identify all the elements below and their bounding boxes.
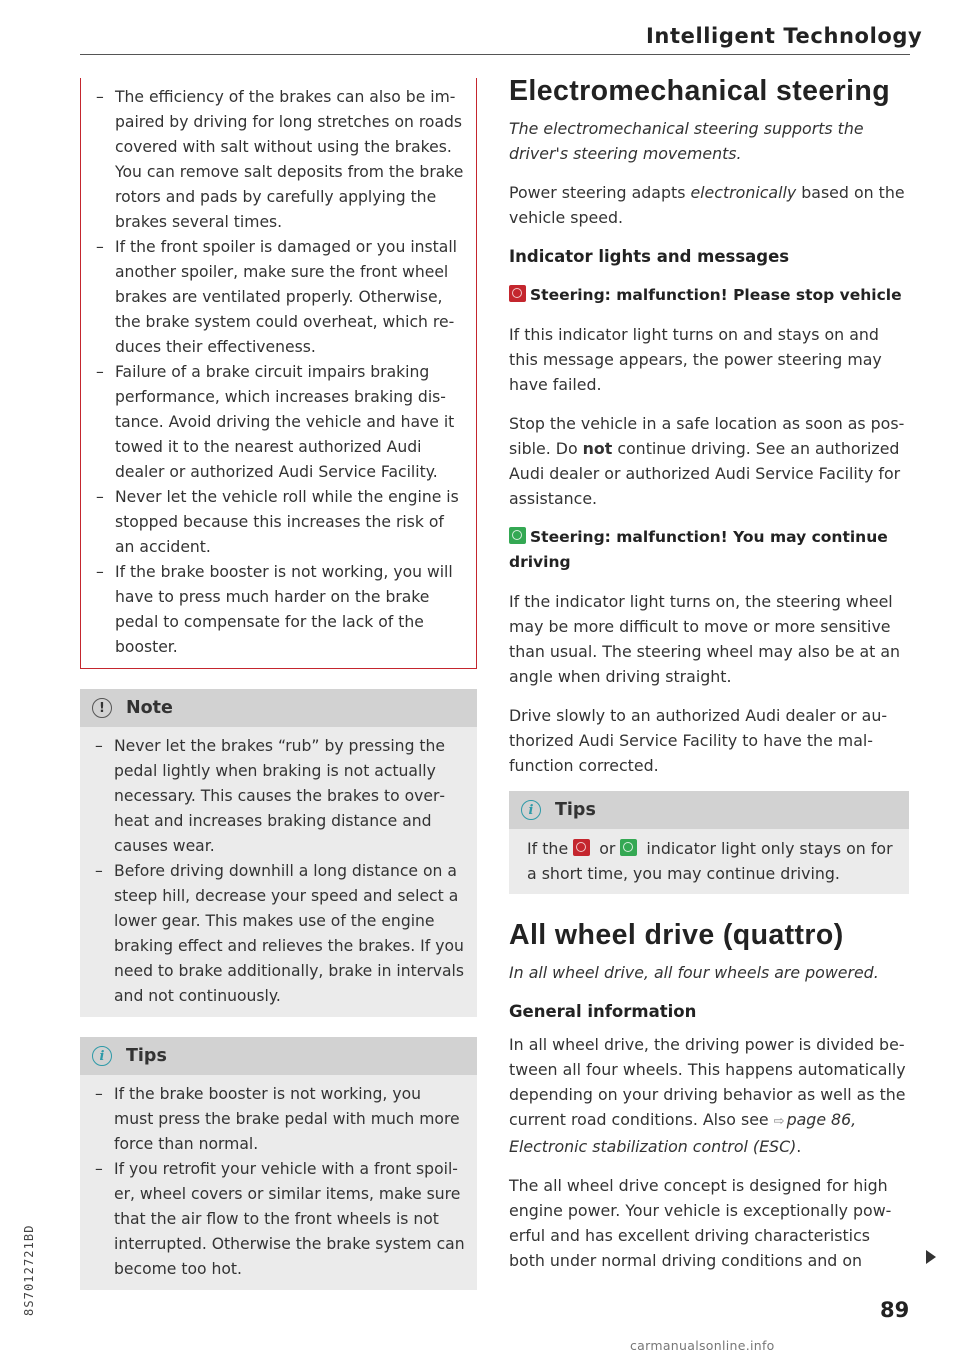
tips-list [92, 1082, 465, 1282]
tips-item: – If you retrofit your vehicle with a front spoiler, wheel covers or similar items, make sure that the air flow to the front wheels is not interrupted. Otherwise the brake system can become too hot. [92, 1157, 465, 1282]
indicator-heading: Indicator lights and messages [509, 247, 790, 266]
tips-title-right: Tips [555, 800, 596, 820]
page-reference-link[interactable]: page 86, Electronic stabilization control (ESC) [509, 1110, 857, 1156]
exclamation-circle-icon: ! [92, 698, 112, 718]
steering-warning-yellow-icon [620, 839, 637, 856]
note-title: Note [126, 698, 173, 718]
watermark: carmanualsonline.info [630, 1338, 775, 1353]
warning-item: – Never let the vehicle roll while the engine is stopped because this increases the risk of an accident. [93, 485, 464, 560]
steering-warning-red-icon [573, 839, 590, 856]
right-column [509, 76, 909, 1273]
tips-header-right [509, 791, 909, 829]
steering-paragraph: Power steering adapts electronically based on the vehicle speed. [509, 183, 905, 227]
awd-subheading: General information [509, 1002, 697, 1021]
note-item: – Before driving downhill a long distance on a steep hill, decrease your speed and select a lower gear. This makes use of the engine braking effect and relieves the brakes. If you need to brake additionally, brake in intervals and not continuously. [92, 859, 465, 1009]
left-column [80, 78, 477, 1290]
warning-item: – If the brake booster is not working, you will have to press much harder on the brake pedal to compensate for the lack of the booster. [93, 560, 464, 660]
info-circle-icon: i [521, 800, 541, 820]
info-circle-icon: i [92, 1046, 112, 1066]
message-red-text: If this indicator light turns on and stays on and this message appears, the power steering may have failed. [509, 325, 882, 394]
tips-text-right: If the or indicator light only stays on for a short time, you may continue driving. [527, 839, 893, 883]
awd-paragraph-1: In all wheel drive, the driving power is divided between all four wheels. This happens automatically depending on your driving behavior as well as the current road conditions. Also see ⇨ page 86, Electronic stabilization control (ESC). [509, 1035, 906, 1156]
warning-item: – If the front spoiler is damaged or you install another spoiler, make sure the front wheel brakes are ventilated properly. Otherwise, the brake system could overheat, which reduces their effectiveness. [93, 235, 464, 360]
warning-item: – The efficiency of the brakes can also be impaired by driving for long stretches on roads covered with salt without using the brakes. You can remove salt deposits from the brake rotors and pads by carefully applying the brakes several times. [93, 85, 464, 235]
note-list [92, 734, 465, 1009]
warning-list [93, 85, 464, 660]
warning-box-continued [80, 78, 477, 669]
tips-header [80, 1037, 477, 1075]
header-rule [80, 54, 910, 55]
page-number: 89 [880, 1298, 910, 1322]
steering-intro: The electromechanical steering supports the driver's steering movements. [509, 119, 864, 163]
section-title-awd: All wheel drive (quattro) [509, 919, 844, 951]
tips-box-left [80, 1037, 477, 1290]
message-red-action: Stop the vehicle in a safe location as soon as possible. Do not continue driving. See an authorized Audi dealer or authorized Audi Service Facility for assistance. [509, 414, 905, 508]
message-yellow-action: Drive slowly to an authorized Audi dealer or authorized Audi Service Facility to have the malfunction corrected. [509, 706, 888, 775]
note-header [80, 689, 477, 727]
steering-warning-yellow-icon [509, 527, 526, 544]
continue-arrow-icon [926, 1250, 936, 1264]
tips-box-right [509, 791, 909, 894]
section-title-steering: Electromechanical steering [509, 75, 891, 107]
warning-item: – Failure of a brake circuit impairs braking performance, which increases braking distance. Avoid driving the vehicle and have it towed it to the nearest authorized Audi dealer or authorized Audi Service Facility. [93, 360, 464, 485]
tips-title: Tips [126, 1046, 167, 1066]
steering-warning-red-icon [509, 285, 526, 302]
running-header: Intelligent Technology [646, 24, 923, 48]
awd-intro: In all wheel drive, all four wheels are powered. [509, 963, 879, 982]
note-box [80, 689, 477, 1017]
awd-paragraph-2: The all wheel drive concept is designed for high engine power. Your vehicle is exceptionally powerful and has excellent driving characteristics both under normal driving conditions and on [509, 1176, 892, 1270]
cross-reference-arrow-icon: ⇨ [773, 1114, 785, 1129]
message-yellow-heading: Steering: malfunction! You may continue driving [509, 528, 888, 571]
note-item: – Never let the brakes “rub” by pressing the pedal lightly when braking is not actually necessary. This causes the brakes to overheat and increases braking distance and causes wear. [92, 734, 465, 859]
message-red-heading: Steering: malfunction! Please stop vehicle [509, 283, 909, 308]
document-code: 8S7012721BD [22, 1224, 36, 1316]
message-yellow-text: If the indicator light turns on, the steering wheel may be more difficult to move or more sensitive than usual. The steering wheel may also be at an angle when driving straight. [509, 592, 901, 686]
tips-item: – If the brake booster is not working, you must press the brake pedal with much more force than normal. [92, 1082, 465, 1157]
